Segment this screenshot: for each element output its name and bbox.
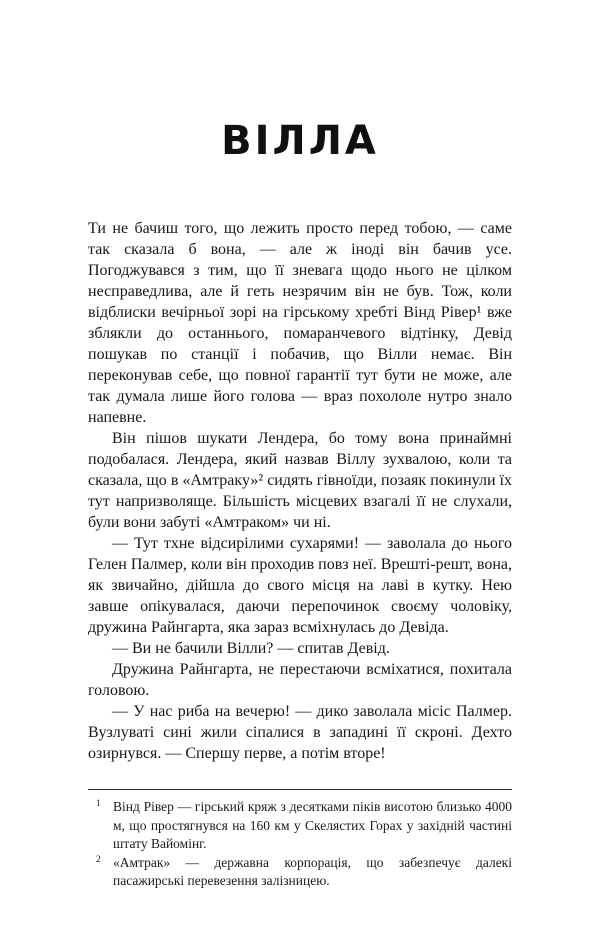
- paragraph: Ти не бачиш того, що лежить просто перед тобою, — саме так сказала б вона, — але ж іноді він бачив усе. Погоджувався з тим, що її зневага щодо нього не цілком несправедлива, але й геть незрячим він не був. Тож, коли відблиски вечірньої зорі на гірському хребті Вінд Рівер¹ вже зблякли до останнього, помаранчевого відтінку, Девід пошукав по станції і побачив, що Вілли немає. Він переконував себе, що повної гарантії тут бути не може, але так думала лише його голова — враз похололе нутро знало напевне.: [88, 220, 512, 426]
- paragraph: — Ви не бачили Вілли? — спитав Девід.: [112, 640, 390, 657]
- body-text: [88, 218, 512, 764]
- footnote-text: Вінд Рівер — гірський кряж з десятками піків висотою близько 4000 м, що простягнувся на 160 км у Скелястих Горах у західній частині штату Вайомінг.: [113, 799, 512, 851]
- footnote-number: 2: [96, 854, 101, 865]
- footnotes-section: [88, 789, 512, 891]
- paragraph: Він пішов шукати Лендера, бо тому вона принаймні подобалася. Лендера, який назвав Віллу зухвалою, коли та сказала, що в «Амтраку»² сидять гівноїди, позаяк покинули їх тут напризволяще. Більшість місцевих взагалі її не слухали, були вони забуті «Амтраком» чи ні.: [88, 430, 512, 531]
- paragraph: Дружина Райнгарта, не перестаючи всміхатися, похитала головою.: [88, 661, 512, 699]
- footnote: [88, 798, 512, 854]
- footnote-number: 1: [96, 799, 101, 809]
- page-title: ВІЛЛА: [221, 118, 379, 164]
- paragraph: — У нас риба на вечерю! — дико заволала місіс Палмер. Вузлуваті сині жили сіпалися в западині її скроні. Дехто озирнувся. — Спершу перве, а потім вторе!: [88, 703, 512, 762]
- footnote: [88, 854, 512, 891]
- paragraph: — Тут тхне відсирілими сухарями! — заволала до нього Гелен Палмер, коли він проходив повз неї. Врешті-решт, вона, як звичайно, дійшла до свого місця на лаві в кутку. Нею завше опікувалася, даючи перепочинок своєму чоловіку, дружина Райнгарта, яка зараз всміхнулась до Девіда.: [88, 535, 512, 636]
- footnote-text: «Амтрак» — державна корпорація, що забезпечує далекі пасажирські перевезення залізницею.: [113, 854, 512, 888]
- footnotes-list: [88, 798, 512, 891]
